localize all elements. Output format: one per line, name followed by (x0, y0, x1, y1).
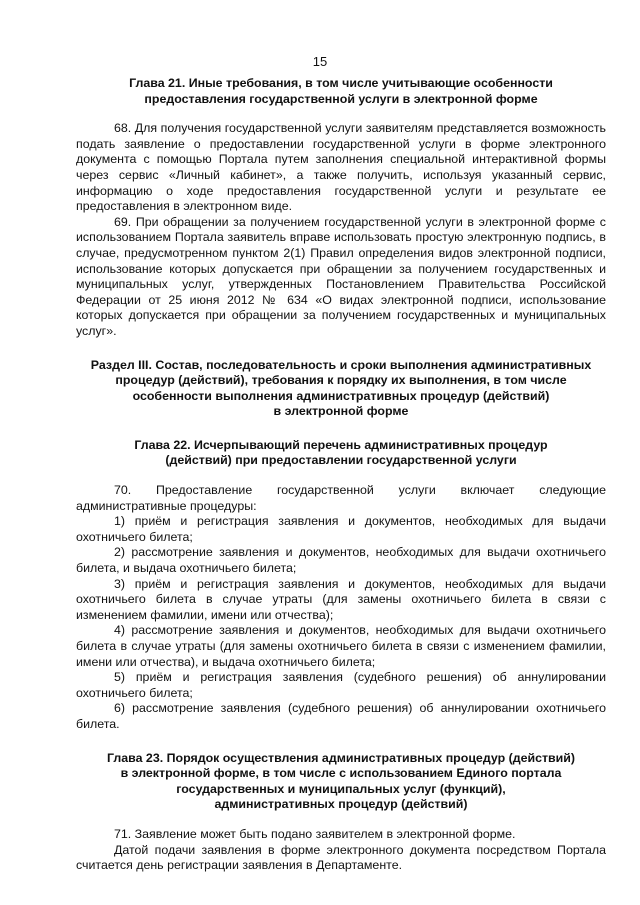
heading-line: в электронной форме (273, 404, 409, 419)
list-item: 5) приём и регистрация заявления (судебного решения) об аннулировании охотничьего билета; (76, 670, 606, 700)
heading-line: административных процедур (действий) (214, 797, 468, 812)
section-3-heading (76, 358, 606, 420)
heading-line: государственных и муниципальных услуг (функций), (176, 781, 506, 796)
list-item: 1) приём и регистрация заявления и документов, необходимых для выдачи охотничьего билета; (76, 514, 606, 544)
chapter-23-heading (76, 751, 606, 813)
chapter-21-heading (76, 76, 606, 107)
heading-line: в электронной форме, в том числе с использованием Единого портала (120, 766, 562, 781)
paragraph-69: 69. При обращении за получением государственной услуги в электронной форме с использованием Портала заявитель вправе использовать простую электронную подпись, в случае, предусмотренном пунктом 2(1) Правил определения видов электронной подписи, использование которых допускается при обращении за получением государственных и муниципальных услуг, утвержденных Постановлением Правительства Российской Федерации от 25 июня 2012 № 634 «О видах электронной подписи, использование которых допускается при обращении за получением государственных и муниципальных услуг». (76, 214, 606, 338)
chapter-22-heading (76, 438, 606, 469)
list-item: 6) рассмотрение заявления (судебного решения) об аннулировании охотничьего билета. (76, 701, 606, 731)
paragraph-70: 70. Предоставление государственной услуги включает следующие административные процедуры: (76, 483, 606, 513)
heading-line: Глава 21. Иные требования, в том числе учитывающие особенности (129, 76, 553, 90)
list-item: 3) приём и регистрация заявления и документов, необходимых для выдачи охотничьего билета в случае утраты (для замены охотничьего билета в связи с изменением фамилии, имени или отчества); (76, 576, 606, 622)
heading-line: Раздел III. Состав, последовательность и сроки выполнения административных (90, 357, 592, 372)
heading-line: (действий) при предоставлении государственной услуги (165, 453, 517, 468)
paragraph-71-continuation: Датой подачи заявления в форме электронного документа посредством Портала считается день регистрации заявления в Департаменте. (76, 842, 606, 873)
document-body (76, 76, 606, 874)
heading-line: Глава 22. Исчерпывающий перечень административных процедур (134, 437, 548, 452)
heading-line: Глава 23. Порядок осуществления административных процедур (действий) (106, 750, 576, 765)
heading-line: предоставления государственной услуги в электронной форме (144, 91, 538, 106)
page-number: 15 (312, 54, 328, 69)
paragraph-68: 68. Для получения государственной услуги заявителям представляется возможность подать заявление о предоставлении государственной услуги в форме электронного документа с помощью Портала путем заполнения специальной интерактивной формы через сервис «Личный кабинет», а также получить, используя указанный сервис, информацию о ходе предоставления государственной услуги и результате ее предоставления в электронном виде. (76, 121, 606, 214)
list-item: 4) рассмотрение заявления и документов, необходимых для выдачи охотничьего билета в случае утраты (для замены охотничьего билета в связи с изменением фамилии, имени или отчества), и выдача охотничьего билета; (76, 623, 606, 669)
heading-line: процедур (действий), требования к порядку их выполнения, в том числе (115, 373, 567, 388)
list-item: 2) рассмотрение заявления и документов, необходимых для выдачи охотничьего билета, и выдача охотничьего билета; (76, 545, 606, 576)
paragraph-71: 71. Заявление может быть подано заявителем в электронной форме. (114, 826, 516, 841)
heading-line: особенности выполнения административных процедур (действий) (132, 388, 550, 403)
